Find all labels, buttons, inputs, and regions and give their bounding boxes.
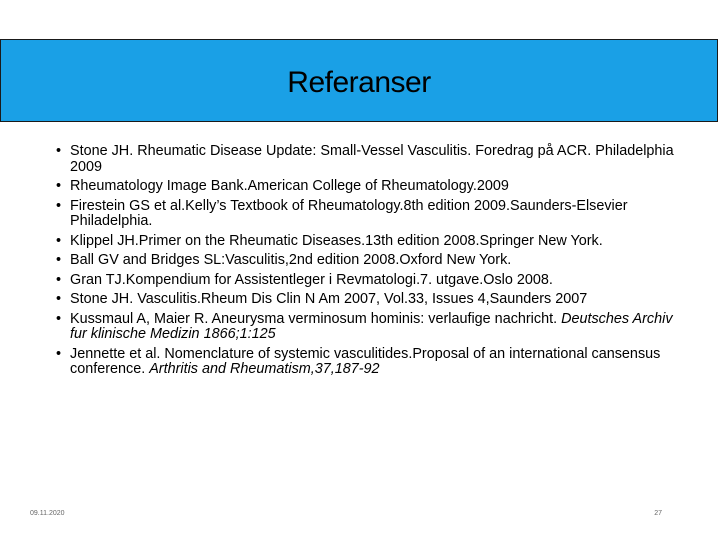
reference-item bbox=[56, 199, 676, 230]
reference-text: Gran TJ.Kompendium for Assistentleger i Revmatologi.7. utgave.Oslo 2008. bbox=[70, 271, 553, 288]
reference-text: Kussmaul A, Maier R. Aneurysma verminosum hominis: verlaufige nachricht. bbox=[70, 310, 562, 327]
reference-text: Ball GV and Bridges SL:Vasculitis,2nd edition 2008.Oxford New York. bbox=[70, 252, 512, 268]
bullet-icon: • bbox=[56, 178, 62, 194]
bullet-icon: • bbox=[56, 197, 62, 214]
bullet-icon: • bbox=[56, 310, 62, 327]
reference-item bbox=[56, 273, 676, 289]
reference-item bbox=[56, 144, 676, 175]
slide-title: Referanser bbox=[287, 65, 431, 99]
page-number: 27 bbox=[654, 510, 662, 517]
reference-item bbox=[56, 292, 676, 308]
reference-italic-text: Deutsches Archiv fur klinische Medizin 1866;1:125 bbox=[70, 310, 673, 342]
reference-item bbox=[56, 253, 676, 269]
bullet-icon: • bbox=[56, 232, 62, 249]
reference-text: Firestein GS et al.Kelly’s Textbook of Rheumatology.8th edition 2009.Saunders-Elsevier Philadelphia. bbox=[70, 197, 628, 229]
reference-item bbox=[56, 234, 676, 250]
bullet-icon: • bbox=[56, 345, 62, 362]
footer-date: 09.11.2020 bbox=[30, 510, 65, 517]
bullet-icon: • bbox=[56, 271, 62, 288]
reference-text: Stone JH. Rheumatic Disease Update: Small-Vessel Vasculitis. Foredrag på ACR. Philadelphia 2009 bbox=[70, 143, 674, 175]
reference-text: Stone JH. Vasculitis.Rheum Dis Clin N Am 2007, Vol.33, Issues 4,Saunders 2007 bbox=[70, 291, 588, 307]
title-bar bbox=[0, 39, 718, 122]
reference-item bbox=[56, 179, 676, 195]
reference-item bbox=[56, 312, 676, 343]
bullet-icon: • bbox=[56, 143, 62, 159]
reference-text: Rheumatology Image Bank.American College of Rheumatology.2009 bbox=[70, 178, 509, 194]
reference-item bbox=[56, 347, 676, 378]
reference-italic-text: Arthritis and Rheumatism,37,187-92 bbox=[149, 361, 380, 377]
reference-text: Jennette et al. Nomenclature of systemic vasculitides.Proposal of an international cansensus conference. bbox=[70, 345, 661, 377]
reference-list bbox=[56, 144, 676, 382]
bullet-icon: • bbox=[56, 252, 62, 268]
bullet-icon: • bbox=[56, 291, 62, 307]
reference-text: Klippel JH.Primer on the Rheumatic Diseases.13th edition 2008.Springer New York. bbox=[70, 232, 603, 249]
